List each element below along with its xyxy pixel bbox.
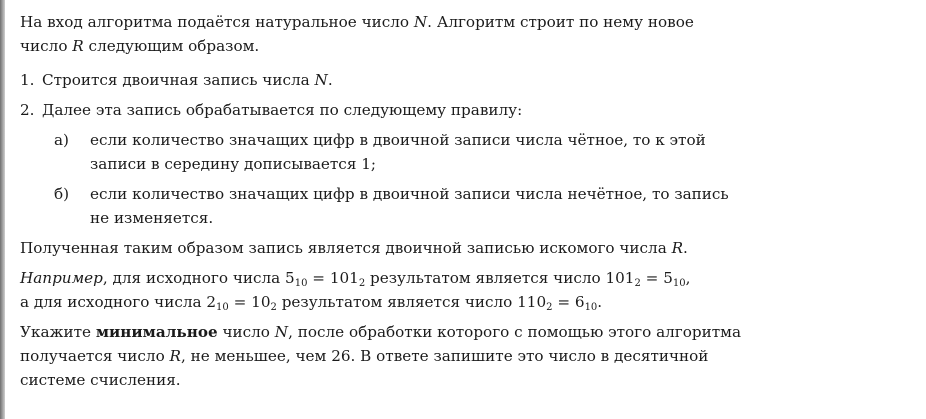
- rule-b-line-1: если количество значащих цифр в двоичной записи числа нечётное, то запись: [90, 185, 729, 203]
- example-text: = 10: [228, 293, 271, 311]
- subscript: 2: [358, 278, 366, 289]
- subscript: 10: [216, 302, 229, 313]
- task-text: , после обработки которого с помощью этого алгоритма: [288, 323, 742, 341]
- task-emphasis: минимальное: [95, 323, 218, 341]
- subscript: 2: [270, 302, 277, 313]
- example-text: = 5: [640, 269, 673, 287]
- rule-a-label: а): [54, 131, 69, 149]
- subscript: 10: [672, 278, 686, 289]
- rule-b: [54, 182, 900, 230]
- step-2: [20, 98, 900, 122]
- subscript: 10: [294, 278, 308, 289]
- variable-n: N: [413, 13, 428, 31]
- example-text: .: [597, 293, 603, 311]
- rule-a-line-2: записи в середину дописывается 1;: [90, 155, 377, 173]
- example-text: = 6: [552, 293, 585, 311]
- example-text: ,: [685, 269, 691, 287]
- variable-r: R: [169, 347, 181, 365]
- task-text: системе счисления.: [20, 371, 181, 389]
- example-word: Например: [20, 269, 103, 287]
- problem-text: [20, 10, 900, 392]
- rule-a-line-1: если количество значащих цифр в двоичной записи числа чётное, то к этой: [90, 131, 706, 149]
- example-text: , для исходного числа 5: [102, 269, 295, 287]
- task-text: число: [217, 323, 275, 341]
- intro-text-4: следующим образом.: [83, 37, 260, 55]
- result-end: .: [683, 239, 688, 257]
- step-2-text: Далее эта запись обрабатывается по следующему правилу:: [42, 101, 523, 119]
- step-1: [20, 68, 900, 92]
- intro-text-1: На вход алгоритма подаётся натуральное число: [20, 13, 414, 31]
- intro-text-3: число: [20, 37, 73, 55]
- variable-n: N: [314, 71, 328, 89]
- intro-paragraph: [20, 10, 900, 58]
- subscript: 2: [546, 302, 553, 313]
- step-2-number: 2.: [20, 101, 35, 119]
- example-text: а для исходного числа 2: [20, 293, 217, 311]
- variable-r: R: [72, 37, 84, 55]
- example-text: результатом является число 110: [276, 293, 547, 311]
- result-text: Полученная таким образом запись является двоичной записью искомого числа: [20, 239, 672, 257]
- step-1-text: Строится двоичная запись числа: [42, 71, 315, 89]
- variable-r: R: [671, 239, 684, 257]
- result-paragraph: [20, 236, 900, 260]
- task-text: Укажите: [20, 323, 96, 341]
- step-1-number: 1.: [20, 71, 35, 89]
- intro-text-2: . Алгоритм строит по нему новое: [427, 13, 694, 31]
- task-text: получается число: [20, 347, 170, 365]
- subscript: 10: [584, 302, 598, 313]
- variable-n: N: [274, 323, 289, 341]
- rule-b-line-2: не изменяется.: [90, 209, 214, 227]
- example-text: результатом является число 101: [365, 269, 635, 287]
- task-paragraph: [20, 320, 900, 392]
- page-edge-shadow: [0, 0, 5, 419]
- step-1-end: .: [327, 71, 333, 89]
- rule-b-label: б): [54, 185, 70, 203]
- example-text: = 101: [307, 269, 359, 287]
- task-text: , не меньшее, чем 26. В ответе запишите это число в десятичной: [180, 347, 709, 365]
- subscript: 2: [634, 278, 641, 289]
- example-paragraph: [20, 266, 900, 314]
- rule-a: [54, 128, 900, 176]
